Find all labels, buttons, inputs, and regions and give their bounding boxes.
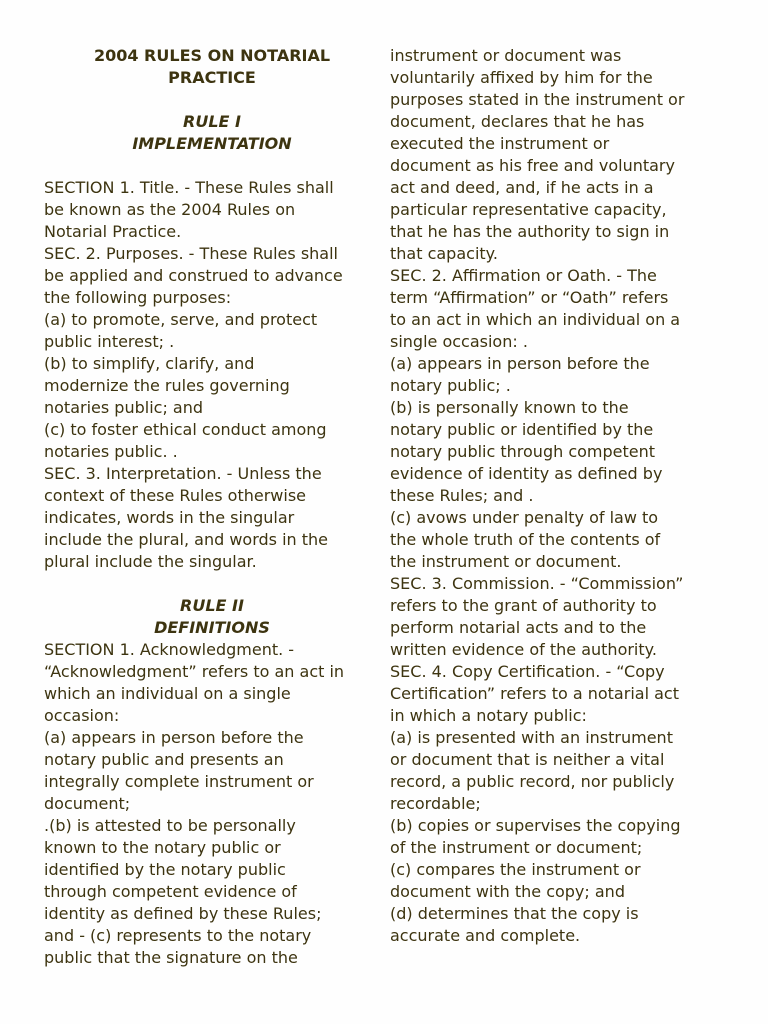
text-line: identity as defined by these Rules;: [44, 904, 322, 923]
text-line: (a) to promote, serve, and protect: [44, 310, 318, 329]
left-column: [44, 45, 380, 969]
text-line: notaries public; and: [44, 398, 204, 417]
spacer: [44, 89, 380, 111]
text-line: the instrument or document.: [390, 552, 622, 571]
text-line: notary public; .: [390, 376, 511, 395]
text-line: plural include the singular.: [44, 552, 257, 571]
text-line: evidence of identity as defined by: [390, 464, 663, 483]
spacer: [44, 155, 380, 177]
text-line: particular representative capacity,: [390, 200, 667, 219]
text-line: notary public or identified by the: [390, 420, 654, 439]
text-line: document;: [44, 794, 131, 813]
text-line: be known as the 2004 Rules on: [44, 200, 296, 219]
text-line: PRACTICE: [168, 68, 256, 87]
text-line: of the instrument or document;: [390, 838, 643, 857]
text-line: the whole truth of the contents of: [390, 530, 661, 549]
right-column: [390, 45, 730, 947]
text-line: IMPLEMENTATION: [132, 134, 292, 153]
text-line: known to the notary public or: [44, 838, 281, 857]
text-line: or document that is neither a vital: [390, 750, 665, 769]
text-line: integrally complete instrument or: [44, 772, 314, 791]
text-line: act and deed, and, if he acts in a: [390, 178, 654, 197]
text-line: SEC. 4. Copy Certification. - “Copy: [390, 662, 665, 681]
spacer: [44, 573, 380, 595]
text-line: notary public through competent: [390, 442, 656, 461]
text-line: SEC. 2. Affirmation or Oath. - The: [390, 266, 657, 285]
text-line: (c) to foster ethical conduct among: [44, 420, 327, 439]
text-line: record, a public record, nor publicly: [390, 772, 675, 791]
text-line: the following purposes:: [44, 288, 232, 307]
text-line: (d) determines that the copy is: [390, 904, 639, 923]
text-line: indicates, words in the singular: [44, 508, 295, 527]
text-line: (c) avows under penalty of law to: [390, 508, 659, 527]
text-line: (b) copies or supervises the copying: [390, 816, 681, 835]
text-line: (b) to simplify, clarify, and: [44, 354, 255, 373]
text-line: that he has the authority to sign in: [390, 222, 670, 241]
text-line: executed the instrument or: [390, 134, 610, 153]
text-line: RULE I: [183, 112, 241, 131]
text-line: notary public and presents an: [44, 750, 284, 769]
text-line: recordable;: [390, 794, 481, 813]
text-line: (a) appears in person before the: [44, 728, 304, 747]
text-line: accurate and complete.: [390, 926, 581, 945]
text-line: notaries public. .: [44, 442, 178, 461]
text-line: that capacity.: [390, 244, 498, 263]
text-line: public interest; .: [44, 332, 175, 351]
text-line: SEC. 3. Commission. - “Commission”: [390, 574, 684, 593]
text-line: public that the signature on the: [44, 948, 298, 967]
text-line: written evidence of the authority.: [390, 640, 657, 659]
text-line: SECTION 1. Acknowledgment. -: [44, 640, 295, 659]
text-line: “Acknowledgment” refers to an act in: [44, 662, 345, 681]
text-line: through competent evidence of: [44, 882, 297, 901]
text-line: RULE II: [180, 596, 244, 615]
text-line: modernize the rules governing: [44, 376, 290, 395]
text-line: 2004 RULES ON NOTARIAL: [93, 46, 331, 65]
text-line: (c) compares the instrument or: [390, 860, 641, 879]
text-line: refers to the grant of authority to: [390, 596, 657, 615]
text-line: SEC. 2. Purposes. - These Rules shall: [44, 244, 338, 263]
text-line: context of these Rules otherwise: [44, 486, 307, 505]
text-line: these Rules; and .: [390, 486, 534, 505]
text-line: Certification” refers to a notarial act: [390, 684, 679, 703]
text-line: (b) is personally known to the: [390, 398, 629, 417]
text-line: occasion:: [44, 706, 120, 725]
text-line: be applied and construed to advance: [44, 266, 343, 285]
text-line: perform notarial acts and to the: [390, 618, 647, 637]
text-line: Notarial Practice.: [44, 222, 182, 241]
text-line: SEC. 3. Interpretation. - Unless the: [44, 464, 322, 483]
text-line: document as his free and voluntary: [390, 156, 675, 175]
text-line: .(b) is attested to be personally: [44, 816, 296, 835]
text-line: (a) appears in person before the: [390, 354, 650, 373]
text-line: (a) is presented with an instrument: [390, 728, 673, 747]
text-line: document, declares that he has: [390, 112, 645, 131]
text-line: document with the copy; and: [390, 882, 625, 901]
text-line: instrument or document was: [390, 46, 622, 65]
text-line: which an individual on a single: [44, 684, 291, 703]
text-line: single occasion: .: [390, 332, 528, 351]
text-line: in which a notary public:: [390, 706, 587, 725]
text-line: identified by the notary public: [44, 860, 286, 879]
text-line: include the plural, and words in the: [44, 530, 329, 549]
text-line: to an act in which an individual on a: [390, 310, 681, 329]
text-line: voluntarily affixed by him for the: [390, 68, 653, 87]
text-line: purposes stated in the instrument or: [390, 90, 685, 109]
text-line: term “Affirmation” or “Oath” refers: [390, 288, 669, 307]
text-line: SECTION 1. Title. - These Rules shall: [44, 178, 334, 197]
text-line: and - (c) represents to the notary: [44, 926, 312, 945]
text-line: DEFINITIONS: [154, 618, 270, 637]
